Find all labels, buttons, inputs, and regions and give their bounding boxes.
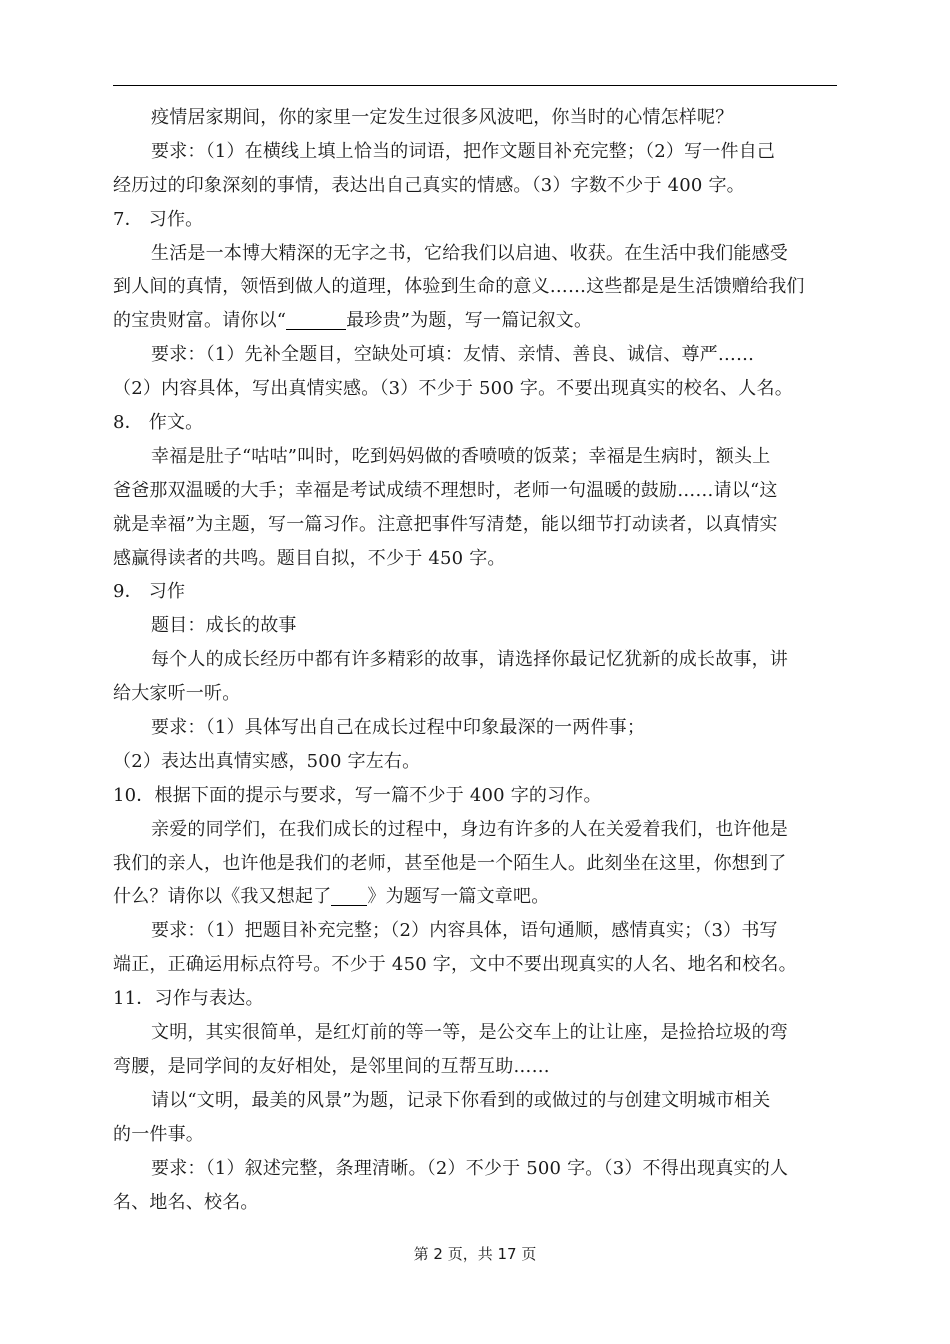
paragraph-line [113,304,843,338]
question-number: 9． 习作 [113,581,186,603]
paragraph-line: 要求：（1）具体写出自己在成长过程中印象最深的一两件事； [151,717,646,739]
paragraph-line: 要求：（1）叙述完整，条理清晰。（2）不少于 500 字。（3）不得出现真实的人 [151,1157,789,1179]
paragraph-line: 我们的亲人，也许他是我们的老师，甚至他是一个陌生人。此刻坐在这里，你想到了 [113,852,787,874]
paragraph-line: 亲爱的同学们，在我们成长的过程中，身边有许多的人在关爱着我们，也许他是 [151,818,788,840]
question-number: 10．根据下面的提示与要求，写一篇不少于 400 字的习作。 [113,784,602,806]
question-number: 11．习作与表达。 [113,988,264,1010]
document-body [113,101,843,1219]
fill-blank [286,309,346,330]
question-number: 7． 习作。 [113,208,204,230]
question-number: 8． 作文。 [113,412,204,434]
paragraph-line: 生活是一本博大精深的无字之书，它给我们以启迪、收获。在生活中我们能感受 [151,242,788,264]
text-segment: 最珍贵”为题，写一篇记叙文。 [346,310,593,332]
paragraph-line: 给大家听一听。 [113,683,241,705]
paragraph-line: 幸福是肚子“咕咕”叫时，吃到妈妈做的香喷喷的饭菜；幸福是生病时，额头上 [151,445,771,467]
paragraph-line: 题目：成长的故事 [151,615,297,637]
paragraph-line: 弯腰，是同学间的友好相处，是邻里间的互帮互助…… [113,1055,550,1077]
text-segment: 什么？请你以《我又想起了 [113,886,332,908]
paragraph-line: 疫情居家期间，你的家里一定发生过很多风波吧，你当时的心情怎样呢？ [151,107,734,128]
paragraph-line: 经历过的印象深刻的事情，表达出自己真实的情感。（3）字数不少于 400 字。 [113,174,745,196]
header-rule [113,85,837,86]
paragraph-line: 的一件事。 [113,1123,204,1145]
paragraph-line [113,880,843,914]
paragraph-line: 每个人的成长经历中都有许多精彩的故事，请选择你最记忆犹新的成长故事，讲 [151,649,788,671]
paragraph-line: 要求：（1）先补全题目，空缺处可填：友情、亲情、善良、诚信、尊严…… [151,344,755,366]
paragraph-line: 端正，正确运用标点符号。不少于 450 字，文中不要出现真实的人名、地名和校名。 [113,954,797,976]
paragraph-line: （2）内容具体，写出真情实感。（3）不少于 500 字。不要出现真实的校名、人名。 [113,378,793,400]
paragraph-line: 感赢得读者的共鸣。题目自拟，不少于 450 字。 [113,547,506,569]
paragraph-line: 要求：（1）把题目补充完整；（2）内容具体，语句通顺，感情真实；（3）书写 [151,920,778,942]
paragraph-line: 名、地名、校名。 [113,1191,259,1213]
paragraph-line: 请以“文明，最美的风景”为题，记录下你看到的或做过的与创建文明城市相关 [151,1089,771,1111]
paragraph-line: 爸爸那双温暖的大手；幸福是考试成绩不理想时，老师一句温暖的鼓励……请以“这 [113,479,778,501]
text-segment: 》为题写一篇文章吧。 [367,886,550,908]
paragraph-line: 文明，其实很简单，是红灯前的等一等，是公交车上的让让座，是捡拾垃圾的弯 [151,1022,788,1044]
paragraph-line: 就是幸福”为主题，写一篇习作。注意把事件写清楚，能以细节打动读者，以真情实 [113,513,778,535]
paragraph-line: 到人间的真情，领悟到做人的道理，体验到生命的意义……这些都是是生活馈赠给我们 [113,276,805,298]
text-segment: 的宝贵财富。请你以“ [113,310,287,332]
fill-blank [331,885,367,906]
page-number-footer: 第 2 页，共 17 页 [413,1245,537,1263]
paragraph-line: 要求：（1）在横线上填上恰当的词语，把作文题目补充完整；（2）写一件自己 [151,140,776,162]
paragraph-line: （2）表达出真情实感，500 字左右。 [113,750,421,772]
